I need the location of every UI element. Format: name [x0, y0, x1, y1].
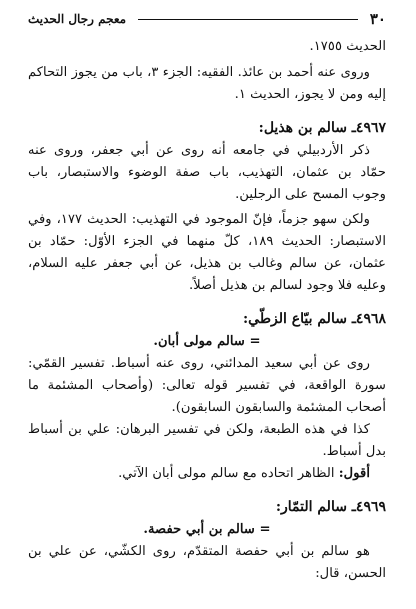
- paragraph: روى عن أبي سعيد المدائني، روى عنه أسباط. تفسير القمّي: سورة الواقعة، في تفسير قوله تعالى: (وأصحاب المشئمة ما أصحاب المشئمة والسابقون السابقون).: [28, 356, 386, 415]
- cross-reference: = سالم بن أبي حفصة.: [143, 522, 271, 537]
- cross-reference: = سالم مولى أبان.: [153, 334, 261, 349]
- note-text: الظاهر اتحاده مع سالم مولى أبان الآتي.: [118, 466, 339, 481]
- entry-title: ٤٩٦٩ـ سالم التمّار:: [275, 499, 386, 515]
- page-header: [28, 8, 386, 30]
- entry-title: ٤٩٦٧ـ سالم بن هذيل:: [258, 120, 386, 136]
- paragraph: ولكن سهو جزماً، فإنّ الموجود في التهذيب: الحديث ١٧٧، وفي الاستبصار: الحديث ١٨٩، كلّ منهما في الجزء الأوّل: حمّاد بن عثمان، عن سالم وغالب بن هذيل، عن أبي جعفر عليه السلام، وعليه فلا وجود لسالم بن هذيل أصلاً.: [28, 212, 386, 293]
- paragraph: [28, 463, 386, 485]
- paragraph: هو سالم بن أبي حفصة المتقدّم، روى الكشّي، عن علي بن الحسن، قال:: [28, 544, 386, 581]
- note-label: أقول:: [338, 466, 370, 481]
- paragraph: الحديث ١٧٥٥.: [309, 39, 386, 54]
- paragraph: وروى عنه أحمد بن عائذ. الفقيه: الجزء ٣، باب من يجوز التحاكم إليه ومن لا يجوز، الحديث ١.: [28, 65, 386, 102]
- running-title: معجم رجال الحديث: [28, 12, 127, 26]
- entry-title: ٤٩٦٨ـ سالم بيّاع الزطّي:: [243, 311, 386, 327]
- paragraph: ذكر الأردبيلي في جامعه أنه روى عن أبي جعفر، وروى عنه حمّاد بن عثمان، التهذيب، باب صفة الوضوء والاستبصار، باب وجوب المسح على الرجلين.: [28, 143, 386, 202]
- page-number: ٣٠: [369, 10, 386, 28]
- paragraph: كذا في هذه الطبعة، ولكن في تفسير البرهان: علي بن أسباط بدل أسباط.: [28, 422, 386, 459]
- header-rule: [138, 19, 358, 20]
